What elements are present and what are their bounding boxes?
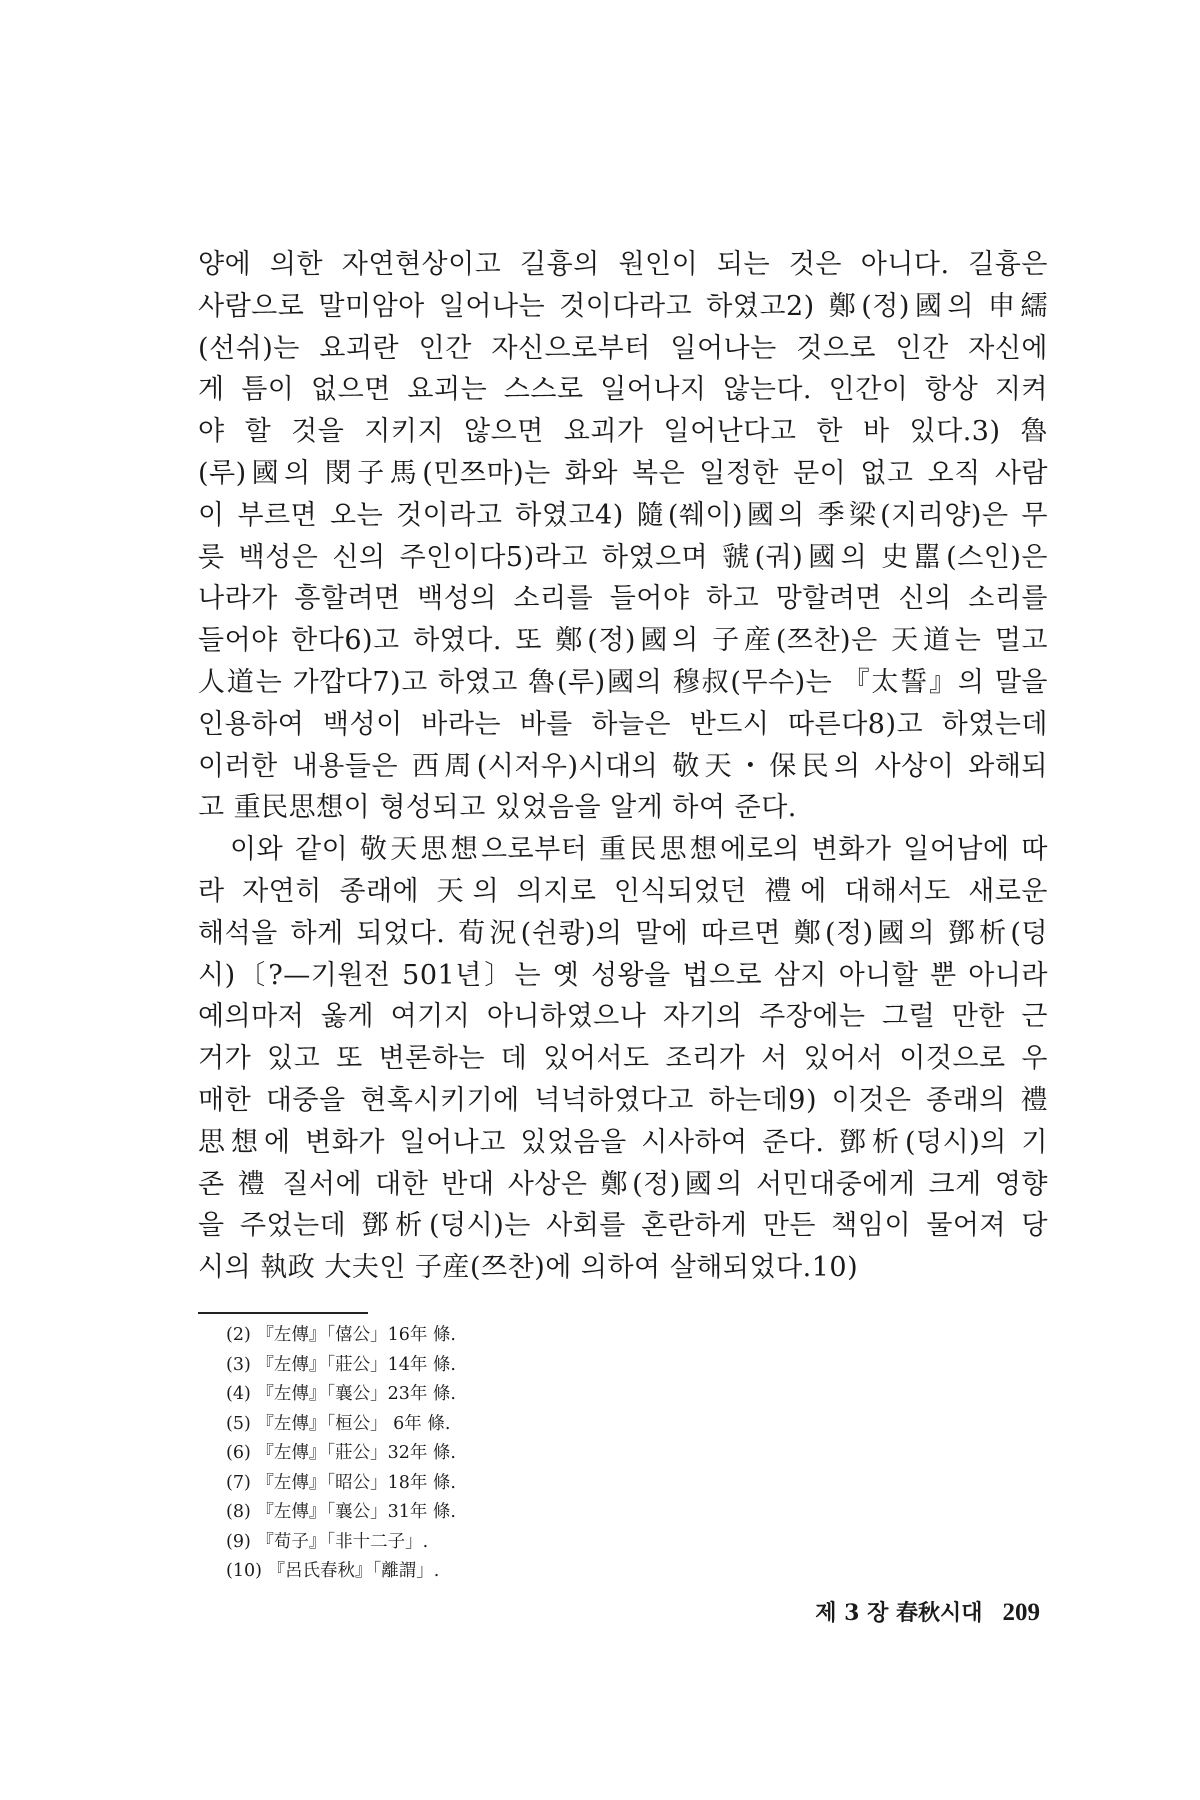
body-line: 이 부르면 오는 것이라고 하였고4) 隨(쒜이)國의 季梁(지리양)은 무 [198, 499, 1048, 531]
running-footer [815, 1596, 1040, 1627]
body-line: 을 주었는데 鄧析(덩시)는 사회를 혼란하게 만든 책임이 물어져 당 [198, 1210, 1048, 1242]
body-line: 라 자연히 종래에 天의 의지로 인식되었던 禮에 대해서도 새로운 [198, 875, 1048, 907]
body-line: 거가 있고 또 변론하는 데 있어서도 조리가 서 있어서 이것으로 우 [198, 1043, 1048, 1075]
footnote: (2) 『左傳』「僖公」16年 條. [226, 1325, 456, 1345]
body-line: 인용하여 백성이 바라는 바를 하늘은 반드시 따른다8)고 하였는데 [198, 708, 1048, 740]
body-line: 사람으로 말미암아 일어나는 것이다라고 하였고2) 鄭(정)國의 申繻 [198, 290, 1048, 322]
body-line: 릇 백성은 신의 주인이다5)라고 하였으며 虢(궈)國의 史嚚(스인)은 [198, 541, 1048, 573]
body-line: 야 할 것을 지키지 않으면 요괴가 일어난다고 한 바 있다.3) 魯 [198, 416, 1048, 448]
body-line: 나라가 흥할려면 백성의 소리를 들어야 하고 망할려면 신의 소리를 [198, 583, 1048, 615]
body-line: 존 禮 질서에 대한 반대 사상은 鄭(정)國의 서민대중에게 크게 영향 [198, 1168, 1048, 1200]
body-line: 양에 의한 자연현상이고 길흉의 원인이 되는 것은 아니다. 길흉은 [198, 249, 1048, 280]
body-line: (루)國의 閔子馬(민쯔마)는 화와 복은 일정한 문이 없고 오직 사람 [198, 457, 1048, 489]
footnote: (9) 『荀子』「非十二子」. [226, 1531, 429, 1552]
footnote: (6) 『左傳』「莊公」32年 條. [226, 1443, 456, 1463]
paragraph-start-line: 이와 같이 敬天思想으로부터 重民思想에로의 변화가 일어남에 따 [230, 834, 1048, 866]
body-line: 게 틈이 없으면 요괴는 스스로 일어나지 않는다. 인간이 항상 지켜 [198, 374, 1048, 406]
body-line: 思想에 변화가 일어나고 있었음을 시사하여 준다. 鄧析(덩시)의 기 [198, 1126, 1048, 1158]
footnote: (3) 『左傳』「莊公」14年 條. [226, 1354, 456, 1375]
body-line: 이러한 내용들은 西周(시저우)시대의 敬天・保民의 사상이 와해되 [198, 750, 1048, 782]
body-line: 人道는 가깝다7)고 하였고 魯(루)國의 穆叔(무수)는 『太誓』의 말을 [198, 666, 1048, 698]
body-line: 들어야 한다6)고 하였다. 또 鄭(정)國의 子産(쯔찬)은 天道는 멀고 [198, 625, 1048, 657]
footnotes [226, 1321, 826, 1587]
footnote: (7) 『左傳』「昭公」18年 條. [226, 1472, 456, 1493]
paragraph-end-line: 시의 執政 大夫인 子産(쯔찬)에 의하여 살해되었다.10) [198, 1252, 859, 1284]
body-line: (선쉬)는 요괴란 인간 자신으로부터 일어나는 것으로 인간 자신에 [198, 332, 1048, 364]
footnote: (4) 『左傳』「襄公」23年 條. [226, 1384, 456, 1404]
footnote: (5) 『左傳』「桓公」 6年 條. [226, 1413, 451, 1434]
paragraph-end-line: 고 重民思想이 형성되고 있었음을 알게 하여 준다. [198, 792, 797, 824]
page-number: 209 [1002, 1599, 1040, 1626]
body-text [198, 244, 1048, 1289]
body-line: 매한 대중을 현혹시키기에 넉넉하였다고 하는데9) 이것은 종래의 禮 [198, 1084, 1048, 1116]
body-line: 해석을 하게 되었다. 荀況(쉰쾅)의 말에 따르면 鄭(정)國의 鄧析(덩 [198, 917, 1048, 949]
footnote: (8) 『左傳』「襄公」31年 條. [226, 1502, 456, 1522]
body-line: 시)〔?—기원전 501년〕는 옛 성왕을 법으로 삼지 아니할 뿐 아니라 [198, 959, 1048, 991]
body-line: 예의마저 옳게 여기지 아니하였으나 자기의 주장에는 그럴 만한 근 [198, 1001, 1048, 1033]
chapter-title: 제 3 장 春秋시대 [815, 1600, 983, 1626]
footnote-separator [198, 1312, 368, 1314]
footnote: (10) 『呂氏春秋』「離謂」. [226, 1561, 440, 1581]
